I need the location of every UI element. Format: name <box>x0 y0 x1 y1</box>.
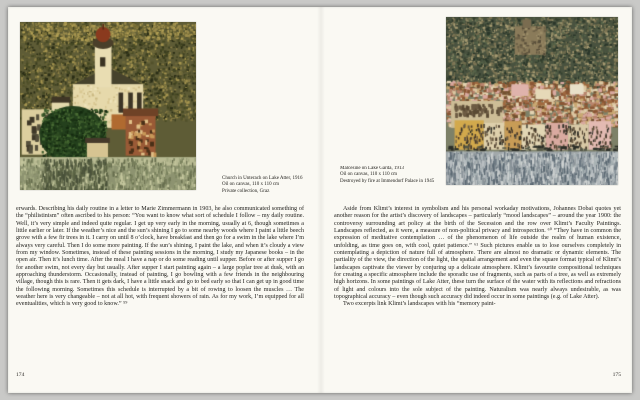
right-caption-credit: Destroyed by fire at Immendorf Palace in 1945 <box>340 178 435 184</box>
painting-church-in-unterach <box>20 22 196 190</box>
left-body-text <box>16 206 304 309</box>
right-caption-title: Malcesine on Lake Garda, 1913 <box>340 166 405 171</box>
left-caption-medium: Oil on canvas, 110 x 110 cm <box>222 182 279 188</box>
left-caption-credit: Private collection, Graz <box>222 188 270 194</box>
left-caption <box>222 176 324 195</box>
painting-malcesine-lake-garda <box>446 17 618 185</box>
right-body-paragraph: Aside from Klimt’s interest in symbolism and his personal workaday motivations, Johannes Dobai quotes yet another reason for the artist’s discovery of landscapes – particularly “mood landscapes” – around the year 1900: the controversy surrounding art policy at the birth of the Secession and the row over Klimt’s Faculty Paintings. Landscapes reflected, as it were, a measure of non-political privacy and introspection. ⁶⁰ “They have in common the expression of meditative contemplation … of the phenomenon of life outside the realm of human existence, unfolding, as time goes on, with cool, quiet patience.” ⁶¹ Such pictures enable us to lose ourselves completely in contemplating a depiction of nature full of atmosphere. There are almost no dramatic or dynamic elements. The partiality of the view, the direction of the light, the spatial arrangement and even the square format typical of Klimt’s landscapes captivate the viewer by conjuring up a delicate atmosphere. Klimt’s favourite compositional techniques for creating a specific atmosphere include the sporadic use of fragments, such as parts of a tree, as well as extremely high horizons. In some paintings of Lake Atter, these turn the surface of the water with its reflections and refractions of light and colours into the sole subject of the painting. Naturalism was nearly always undesirable, as was topographical accuracy – even though such accuracy did indeed occur in some paintings (e.g. of Lake Atter). <box>334 206 621 301</box>
right-caption <box>340 166 446 185</box>
left-page-number: 174 <box>16 372 25 378</box>
left-body-paragraph: erwards. Describing his daily routine in a letter to Marie Zimmermann in 1903, he also communicated something of the “philistinism” often ascribed to his person: “You want to know what sort of schedule I follow – my daily routine. Well, it’s very simple and indeed quite regular. I get up very early in the morning, usually at 6, though sometimes a little earlier or later. If the weather’s nice and the sun’s shining I go to some nearby woods where I paint a little beech grove with a few fir trees in it. I carry on until 8 o’clock, have breakfast and then go for a swim in the lake where I’m always very careful. Then I do some more painting. If the sun’s shining, I paint the lake, and when it’s cloudy a view from my window. Sometimes, instead of these painting sessions in the morning, I study my Japanese books – in the open air. Then it’s lunch time. After the meal I have a nap or do some reading until supper. Before or after supper I go for another swim, not every day but usually. After supper I start painting again – a large poplar tree at dusk, with an approaching thunderstorm. Occasionally, instead of painting, I go bowling with a few friends in the neighbouring village, though this is rare. Then it gets dark, I have a little snack and go to bed early so that I can get up in good time the following morning. Sometimes this schedule is interrupted by a bit of rowing to loosen the muscles … The weather here is very changeable – not at all hot, with frequent showers of rain. As for my work, I’m equipped for all eventualities, which is very good to know.” ⁵⁹ <box>16 206 304 308</box>
right-caption-medium: Oil on canvas, 110 x 110 cm <box>340 172 397 178</box>
right-page-number: 175 <box>612 372 621 378</box>
left-caption-title: Church in Unterach on Lake Atter, 1916 <box>222 176 303 181</box>
right-body-text <box>334 206 621 309</box>
right-body-paragraph: Two excerpts link Klimt’s landscapes with his “memory paint- <box>343 301 496 308</box>
